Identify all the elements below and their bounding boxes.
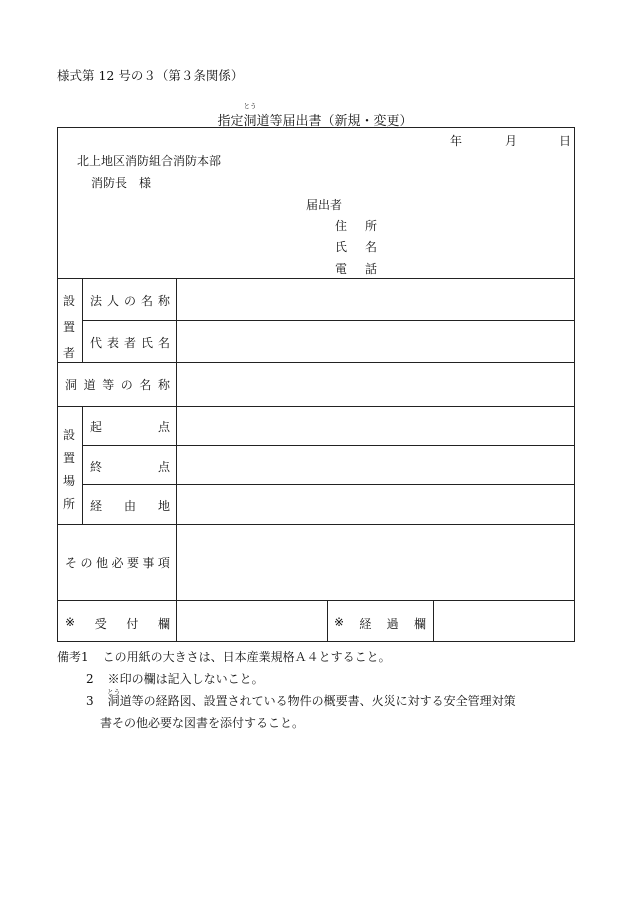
date-month-label: 月 bbox=[505, 134, 518, 148]
installer-group-label: 設 置 者 bbox=[63, 294, 76, 360]
reception-column-label: ※ 受 付 欄 bbox=[65, 615, 170, 631]
notifier-label: 届出者 bbox=[306, 198, 343, 212]
remark-1: 備考1 この用紙の大きさは、日本産業規格Ａ４とすること。 bbox=[57, 650, 391, 664]
via-point-label: 経 由 地 bbox=[90, 499, 170, 513]
other-required-items-label: そ の 他 必 要 事 項 bbox=[65, 556, 170, 570]
remark-2: 2 ※印の欄は記入しないこと。 bbox=[86, 672, 264, 686]
title-ruby-text: とう bbox=[243, 102, 257, 110]
remark-3-continued: 書その他必要な図書を添付すること。 bbox=[100, 716, 305, 730]
date-year-label: 年 bbox=[450, 134, 463, 148]
cave-road-name-label: 洞 道 等 の 名 称 bbox=[65, 378, 170, 392]
phone-label: 電 話 bbox=[335, 262, 377, 276]
title-after: 道等届出書（新規・変更） bbox=[256, 114, 413, 129]
remark-3-ruby: 洞 とう bbox=[107, 688, 121, 708]
recipient-title: 消防長 様 bbox=[91, 176, 152, 190]
form-number: 様式第 12 号の３（第３条関係） bbox=[57, 68, 244, 83]
name-label: 氏 名 bbox=[335, 240, 377, 254]
recipient-organization: 北上地区消防組合消防本部 bbox=[77, 154, 222, 168]
end-point-label: 終 点 bbox=[90, 460, 170, 474]
progress-column-label: ※ 経 過 欄 bbox=[334, 615, 426, 631]
remark-3: 3 洞 とう 道等の経路図、設置されている物件の概要書、火災に対する安全管理対策 bbox=[57, 690, 516, 712]
representative-name-label: 代 表 者 氏 名 bbox=[90, 336, 170, 350]
corporation-name-label: 法 人 の 名 称 bbox=[90, 294, 170, 308]
remarks-section bbox=[57, 646, 516, 734]
location-group-label: 設 置 場 所 bbox=[63, 428, 76, 511]
date-day-label: 日 bbox=[559, 134, 572, 148]
title-before: 指定 bbox=[217, 114, 244, 129]
start-point-label: 起 点 bbox=[90, 420, 170, 434]
title-ruby-base: 洞 bbox=[243, 114, 257, 129]
address-label: 住 所 bbox=[335, 219, 377, 233]
remarks-label: 備考 bbox=[57, 650, 82, 664]
notification-form-table bbox=[57, 127, 575, 642]
